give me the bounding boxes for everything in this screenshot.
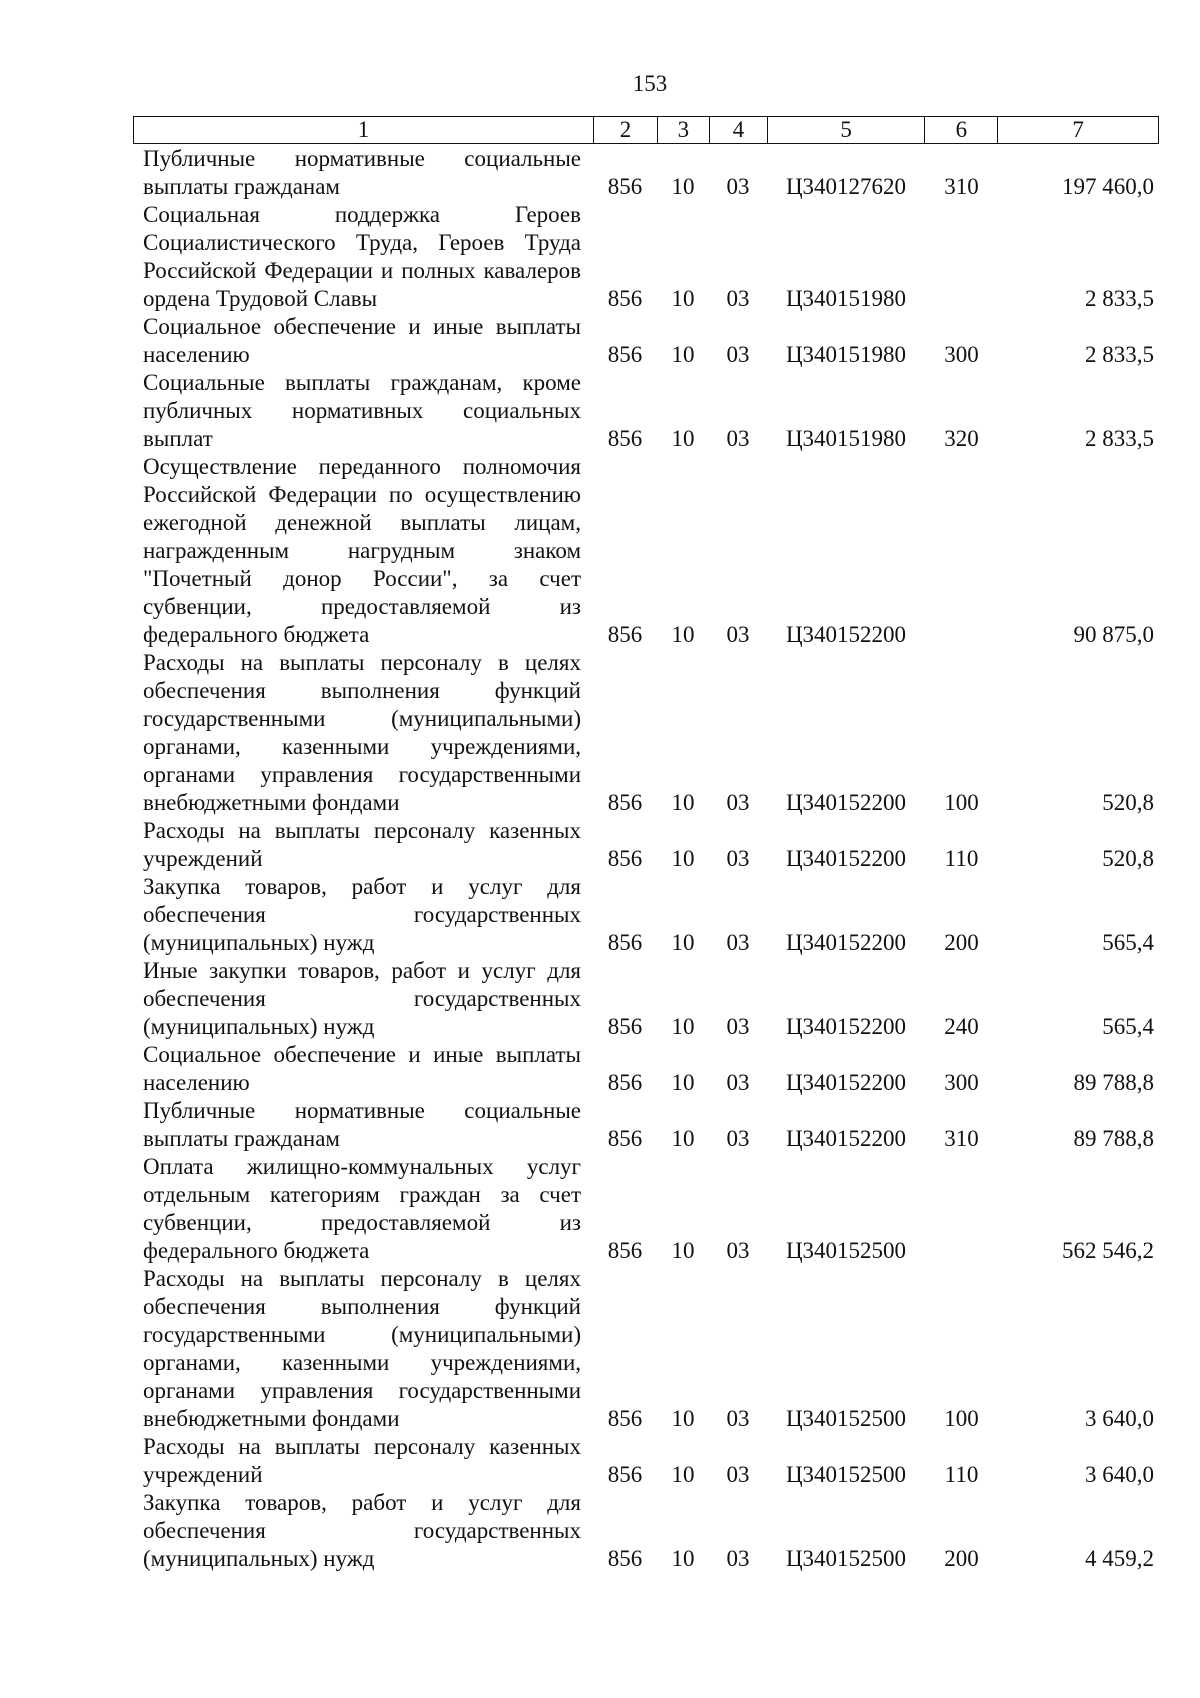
row-description: Социальное обеспечение и иные выплаты населению (143, 1042, 581, 1095)
row-chapter-code: 856 (607, 1014, 643, 1039)
row-target-article: Ц340152200 (785, 1014, 907, 1039)
row-target-article: Ц340152200 (785, 790, 907, 815)
row-chapter-code: 856 (607, 1070, 643, 1095)
row-chapter-code: 856 (607, 1126, 643, 1151)
row-section-code: 10 (671, 1462, 695, 1487)
header-cell-7: 7 (997, 117, 1158, 143)
row-subsection-code: 03 (726, 1462, 750, 1487)
row-expense-type: 300 (944, 342, 979, 367)
row-amount: 565,4 (1102, 1014, 1154, 1039)
row-description: Расходы на выплаты персоналу казенных учреждений (143, 818, 581, 871)
row-amount: 565,4 (1102, 930, 1154, 955)
row-amount: 2 833,5 (1085, 342, 1154, 367)
row-expense-type: 110 (944, 846, 979, 871)
row-description: Публичные нормативные социальные выплаты гражданам (143, 146, 581, 199)
row-amount: 2 833,5 (1085, 286, 1154, 311)
row-section-code: 10 (671, 1014, 695, 1039)
row-section-code: 10 (671, 930, 695, 955)
row-subsection-code: 03 (726, 174, 750, 199)
row-amount: 520,8 (1102, 790, 1154, 815)
row-amount: 520,8 (1102, 846, 1154, 871)
row-description: Расходы на выплаты персоналу в целях обеспечения выполнения функций государственными (муниципальными) органами, казенными учреждениями, органами управления государственными внебюджетными фондами (143, 650, 581, 815)
row-amount: 90 875,0 (1073, 622, 1154, 647)
row-subsection-code: 03 (726, 1238, 750, 1263)
header-cell-4: 4 (709, 117, 767, 143)
table-row (133, 817, 1159, 873)
header-cell-5: 5 (767, 117, 925, 143)
row-expense-type: 110 (944, 1462, 979, 1487)
row-expense-type: 100 (944, 1406, 979, 1431)
row-description: Осуществление переданного полномочия Российской Федерации по осуществлению ежегодной денежной выплаты лицам, награжденным нагрудным знаком "Почетный донор России", за счет субвенции, предоставляемой из федерального бюджета (143, 454, 581, 647)
row-subsection-code: 03 (726, 342, 750, 367)
row-section-code: 10 (671, 286, 695, 311)
row-target-article: Ц340127620 (785, 174, 907, 199)
row-section-code: 10 (671, 426, 695, 451)
table-row (133, 201, 1159, 313)
row-section-code: 10 (671, 1070, 695, 1095)
row-amount: 3 640,0 (1085, 1406, 1154, 1431)
row-section-code: 10 (671, 790, 695, 815)
row-description: Публичные нормативные социальные выплаты гражданам (143, 1098, 581, 1151)
table-body (133, 145, 1159, 1573)
row-expense-type: 240 (944, 1014, 979, 1039)
row-chapter-code: 856 (607, 426, 643, 451)
row-target-article: Ц340152200 (785, 622, 907, 647)
table-row (133, 1265, 1159, 1433)
table-row (133, 1041, 1159, 1097)
row-subsection-code: 03 (726, 1070, 750, 1095)
table-row (133, 1489, 1159, 1573)
row-chapter-code: 856 (607, 790, 643, 815)
row-chapter-code: 856 (607, 622, 643, 647)
header-cell-1: 1 (357, 117, 370, 142)
row-description: Социальные выплаты гражданам, кроме публичных нормативных социальных выплат (143, 370, 581, 451)
row-section-code: 10 (671, 1406, 695, 1431)
row-target-article: Ц340151980 (785, 286, 907, 311)
row-subsection-code: 03 (726, 286, 750, 311)
page-number: 153 (632, 71, 668, 96)
row-section-code: 10 (671, 174, 695, 199)
row-section-code: 10 (671, 1126, 695, 1151)
table-header (133, 116, 1159, 144)
row-description: Оплата жилищно-коммунальных услуг отдельным категориям граждан за счет субвенции, предоставляемой из федерального бюджета (143, 1154, 581, 1263)
row-chapter-code: 856 (607, 1238, 643, 1263)
row-section-code: 10 (671, 1546, 695, 1571)
row-amount: 4 459,2 (1085, 1546, 1154, 1571)
row-expense-type: 200 (944, 1546, 979, 1571)
row-amount: 89 788,8 (1073, 1126, 1154, 1151)
row-chapter-code: 856 (607, 1406, 643, 1431)
row-description: Закупка товаров, работ и услуг для обеспечения государственных (муниципальных) нужд (143, 874, 581, 955)
row-target-article: Ц340152500 (785, 1238, 907, 1263)
row-description: Иные закупки товаров, работ и услуг для обеспечения государственных (муниципальных) нужд (143, 958, 581, 1039)
row-target-article: Ц340152500 (785, 1406, 907, 1431)
table-row (133, 1097, 1159, 1153)
row-description: Социальная поддержка Героев Социалистического Труда, Героев Труда Российской Федерации и полных кавалеров ордена Трудовой Славы (143, 202, 581, 311)
row-chapter-code: 856 (607, 286, 643, 311)
row-expense-type: 320 (944, 426, 979, 451)
row-chapter-code: 856 (607, 1462, 643, 1487)
row-amount: 89 788,8 (1073, 1070, 1154, 1095)
table-row (133, 145, 1159, 201)
row-chapter-code: 856 (607, 174, 643, 199)
row-target-article: Ц340152200 (785, 846, 907, 871)
row-section-code: 10 (671, 1238, 695, 1263)
table-row (133, 957, 1159, 1041)
row-expense-type: 310 (944, 1126, 979, 1151)
row-amount: 3 640,0 (1085, 1462, 1154, 1487)
row-subsection-code: 03 (726, 930, 750, 955)
header-cell-6: 6 (924, 117, 997, 143)
table-row (133, 1433, 1159, 1489)
row-target-article: Ц340152500 (785, 1462, 907, 1487)
row-expense-type: 300 (944, 1070, 979, 1095)
row-description: Социальное обеспечение и иные выплаты населению (143, 314, 581, 367)
header-cell-3: 3 (657, 117, 709, 143)
table-row (133, 873, 1159, 957)
row-subsection-code: 03 (726, 1546, 750, 1571)
table-row (133, 649, 1159, 817)
row-target-article: Ц340152200 (785, 930, 907, 955)
row-chapter-code: 856 (607, 342, 643, 367)
row-subsection-code: 03 (726, 1406, 750, 1431)
row-subsection-code: 03 (726, 846, 750, 871)
row-subsection-code: 03 (726, 1126, 750, 1151)
row-section-code: 10 (671, 342, 695, 367)
row-description: Расходы на выплаты персоналу в целях обеспечения выполнения функций государственными (муниципальными) органами, казенными учреждениями, органами управления государственными внебюджетными фондами (143, 1266, 581, 1431)
row-target-article: Ц340151980 (785, 426, 907, 451)
row-chapter-code: 856 (607, 846, 643, 871)
row-section-code: 10 (671, 622, 695, 647)
row-subsection-code: 03 (726, 790, 750, 815)
row-subsection-code: 03 (726, 622, 750, 647)
row-amount: 2 833,5 (1085, 426, 1154, 451)
row-expense-type: 200 (944, 930, 979, 955)
row-chapter-code: 856 (607, 1546, 643, 1571)
row-subsection-code: 03 (726, 1014, 750, 1039)
row-target-article: Ц340151980 (785, 342, 907, 367)
row-target-article: Ц340152200 (785, 1126, 907, 1151)
row-target-article: Ц340152500 (785, 1546, 907, 1571)
table-row (133, 369, 1159, 453)
row-amount: 562 546,2 (1062, 1238, 1154, 1263)
row-section-code: 10 (671, 846, 695, 871)
row-expense-type: 310 (944, 174, 979, 199)
table-row (133, 1153, 1159, 1265)
row-subsection-code: 03 (726, 426, 750, 451)
row-expense-type: 100 (944, 790, 979, 815)
row-description: Закупка товаров, работ и услуг для обеспечения государственных (муниципальных) нужд (143, 1490, 581, 1571)
table-row (133, 313, 1159, 369)
table-row (133, 453, 1159, 649)
row-amount: 197 460,0 (1062, 174, 1154, 199)
row-target-article: Ц340152200 (785, 1070, 907, 1095)
header-cell-2: 2 (593, 117, 657, 143)
row-description: Расходы на выплаты персоналу казенных учреждений (143, 1434, 581, 1487)
row-chapter-code: 856 (607, 930, 643, 955)
